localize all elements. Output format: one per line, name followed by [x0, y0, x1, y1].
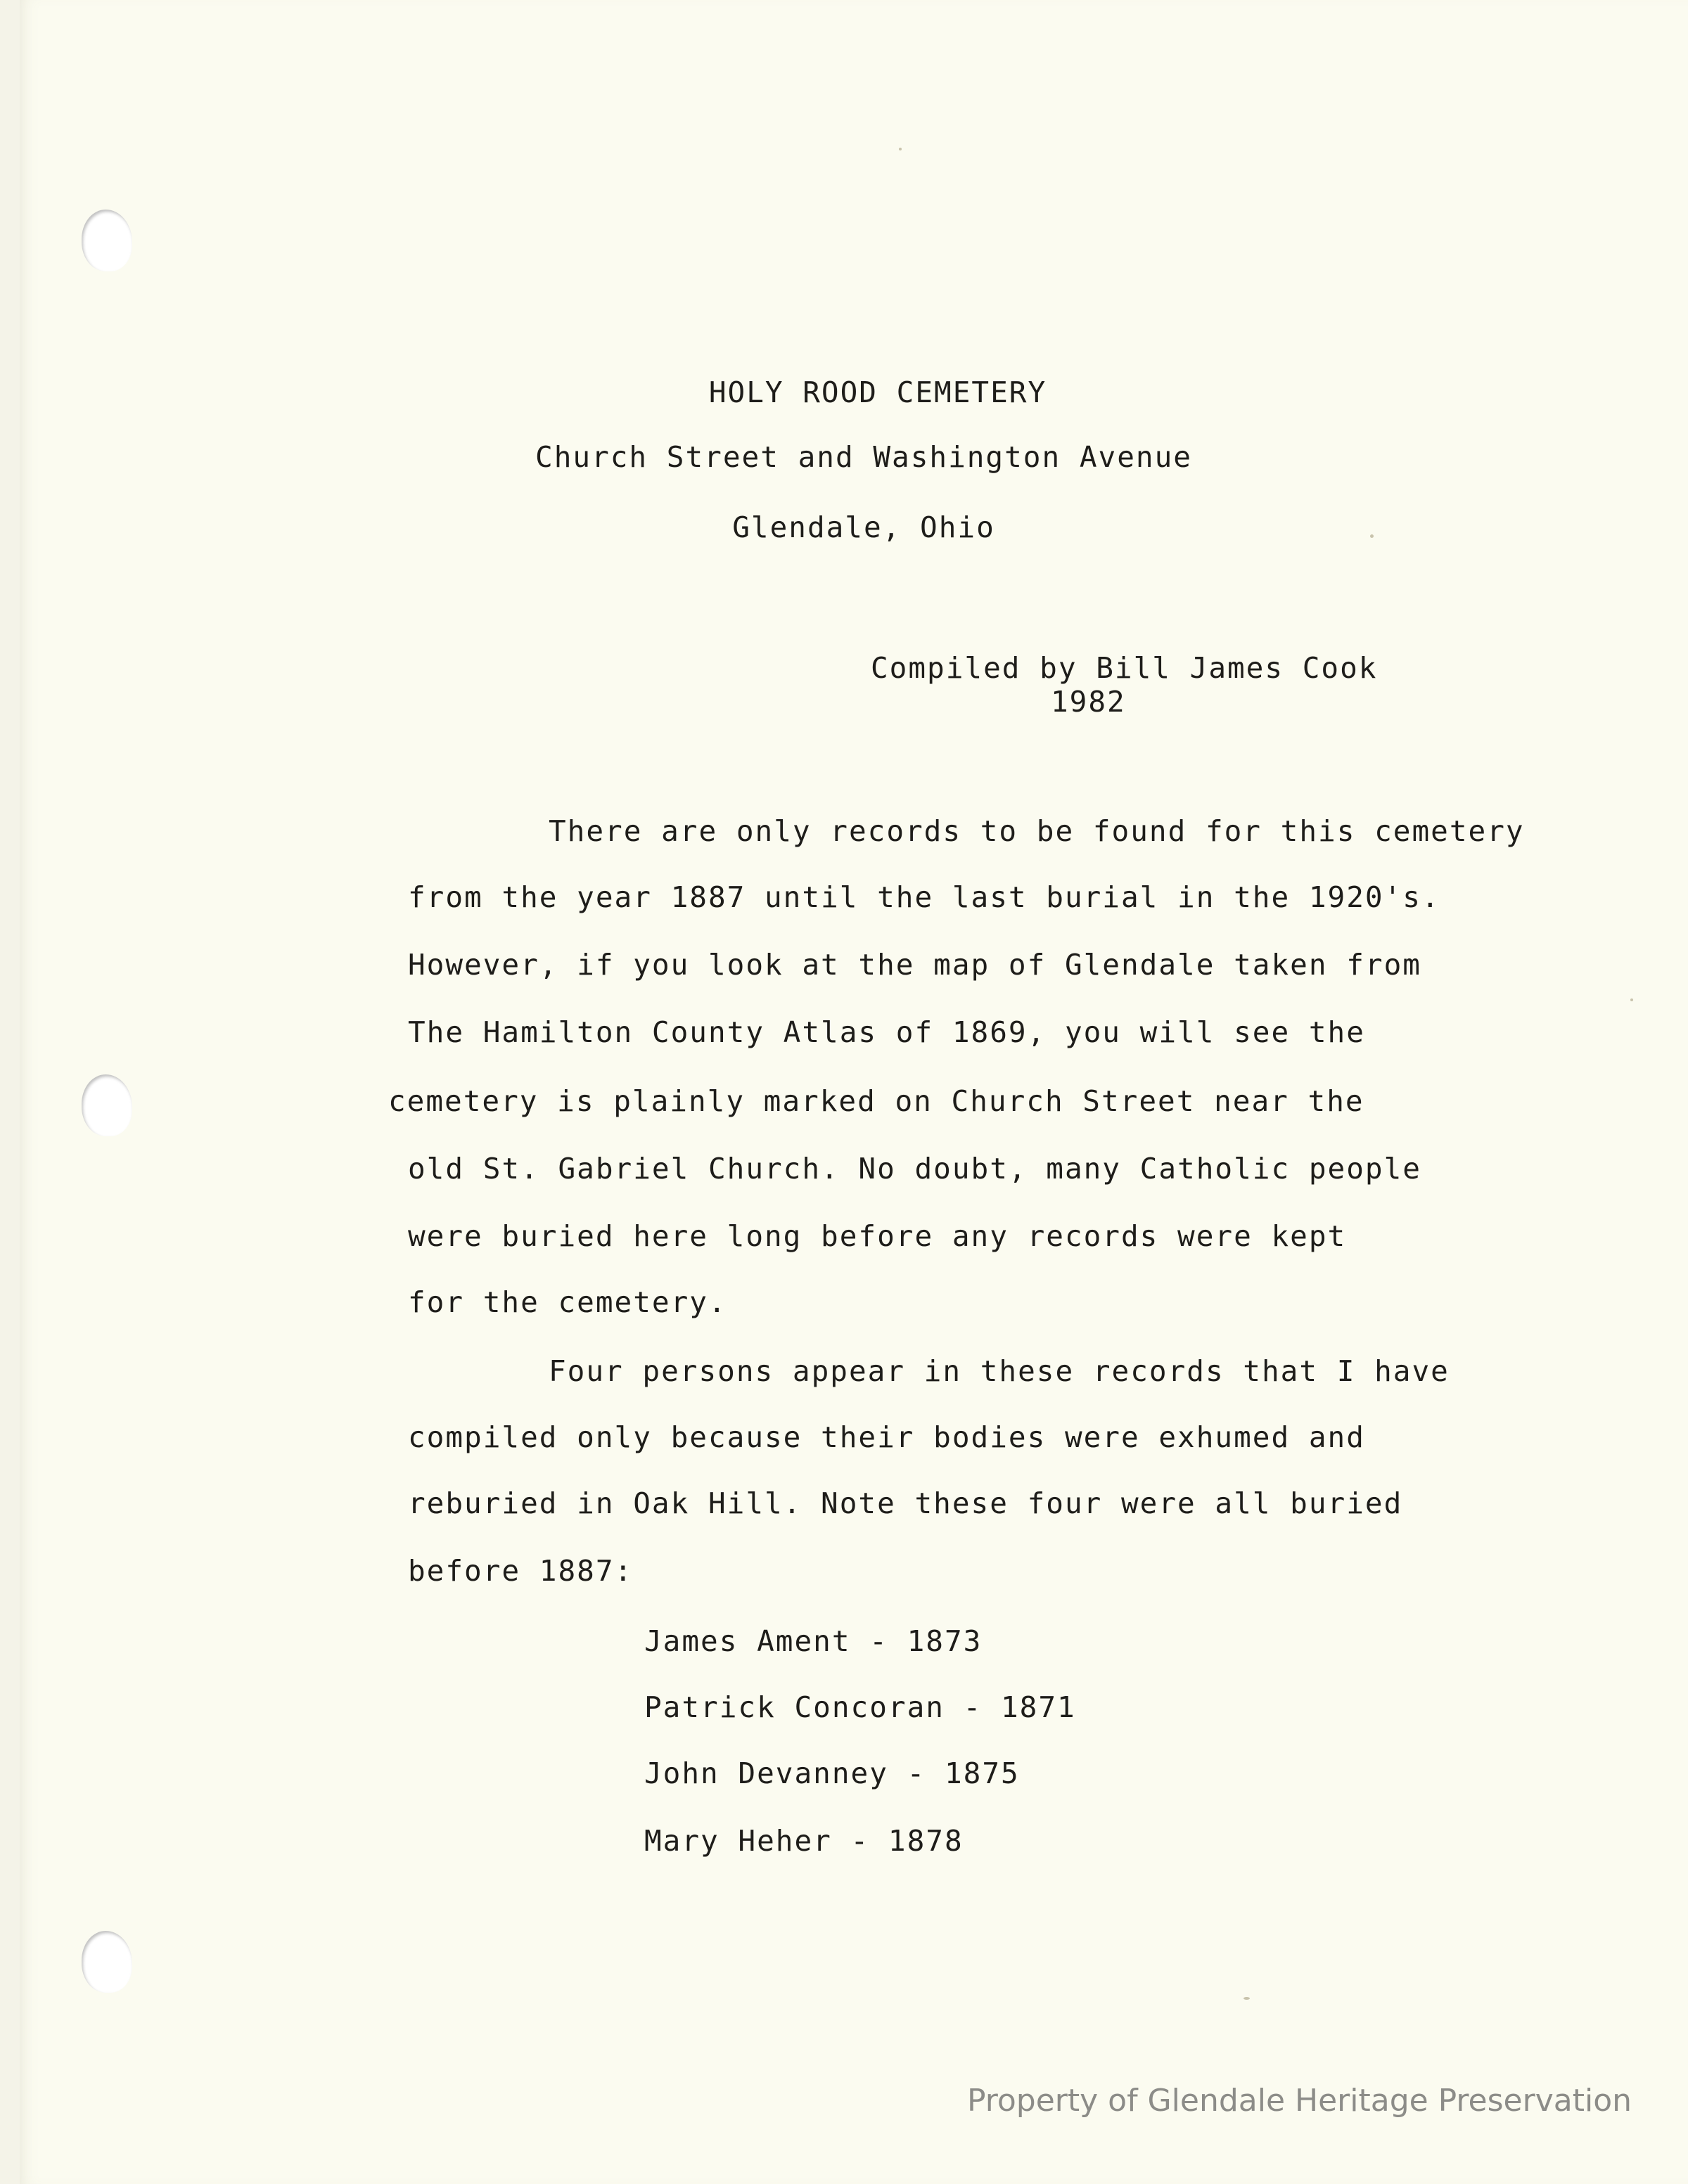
punch-hole-bottom — [82, 1931, 132, 1993]
punch-hole-middle — [82, 1074, 132, 1136]
burial-entry: Mary Heher - 1878 — [644, 1824, 964, 1858]
watermark: Property of Glendale Heritage Preservation — [966, 2083, 1632, 2119]
document-page — [20, 0, 1688, 2184]
punch-hole-top — [82, 210, 132, 271]
paragraph1-line: for the cemetery. — [408, 1285, 727, 1319]
paragraph1-line: old St. Gabriel Church. No doubt, many Catholic people — [408, 1152, 1421, 1186]
burial-entry: James Ament - 1873 — [644, 1624, 983, 1658]
cemetery-address: Church Street and Washington Avenue — [535, 440, 1192, 474]
paragraph1-line: were buried here long before any records were kept — [408, 1219, 1347, 1253]
paragraph1-line: cemetery is plainly marked on Church Street near the — [388, 1084, 1364, 1118]
paragraph1-line: The Hamilton County Atlas of 1869, you will see the — [408, 1015, 1365, 1049]
cemetery-city: Glendale, Ohio — [732, 510, 995, 544]
compile-year: 1982 — [1051, 685, 1126, 719]
document-title: HOLY ROOD CEMETERY — [708, 375, 1047, 409]
paragraph2-line: before 1887: — [408, 1554, 634, 1588]
paragraph2-line: reburied in Oak Hill. Note these four were all buried — [408, 1486, 1403, 1520]
burial-entry: John Devanney - 1875 — [644, 1756, 1020, 1790]
paragraph1-line: However, if you look at the map of Glendale taken from — [408, 948, 1421, 982]
burial-entry: Patrick Concoran - 1871 — [644, 1690, 1076, 1724]
paragraph2-line: Four persons appear in these records that I have — [549, 1354, 1450, 1388]
paragraph1-line: There are only records to be found for this cemetery — [549, 814, 1525, 848]
compiler-credit: Compiled by Bill James Cook — [871, 651, 1378, 685]
paragraph1-line: from the year 1887 until the last burial in the 1920's. — [408, 880, 1440, 914]
paragraph2-line: compiled only because their bodies were exhumed and — [408, 1420, 1365, 1454]
